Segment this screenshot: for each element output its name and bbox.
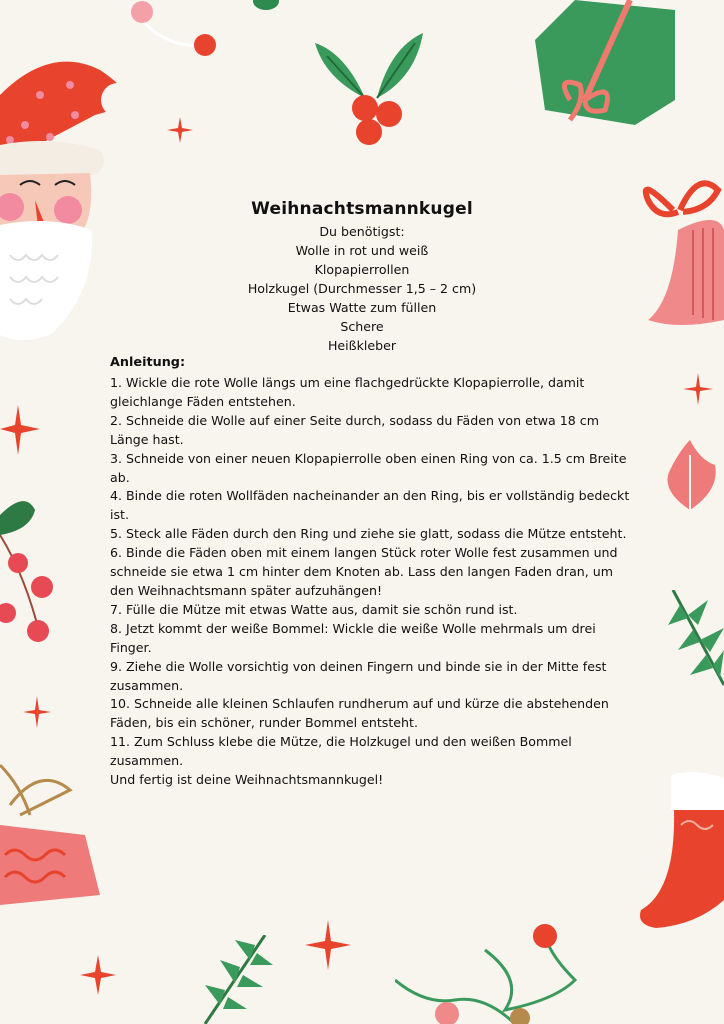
star-icon bbox=[682, 372, 714, 406]
material-item: Schere bbox=[340, 319, 384, 334]
fir-branch-icon bbox=[668, 590, 724, 690]
instruction-step: 10. Schneide alle kleinen Schlaufen rundherum auf und kürze die abstehenden Fäden, bis ein schöner, runder Bommel entsteht. bbox=[110, 696, 609, 731]
instruction-step: 8. Jetzt kommt der weiße Bommel: Wickle die weiße Wolle mehrmals um drei Finger. bbox=[110, 620, 596, 655]
instruction-step: 4. Binde die roten Wollfäden nacheinander an den Ring, bis er vollständig bedeckt ist. bbox=[110, 488, 630, 523]
holly-berries-icon bbox=[305, 28, 440, 148]
leaf-icon bbox=[660, 440, 720, 512]
ornament-top-decoration bbox=[250, 0, 290, 14]
material-item: Holzkugel (Durchmesser 1,5 – 2 cm) bbox=[247, 281, 477, 296]
fir-branch-icon bbox=[195, 935, 275, 1024]
page-title: Weihnachtsmannkugel bbox=[251, 199, 473, 219]
instructions-heading: Anleitung: bbox=[110, 355, 186, 370]
instruction-step: 3. Schneide von einer neuen Klopapierrolle oben einen Ring von ca. 1.5 cm Breite ab. bbox=[110, 450, 627, 485]
instruction-step: 2. Schneide die Wolle auf einer Seite durch, sodass du Fäden von etwa 18 cm Länge hast. bbox=[110, 412, 600, 447]
stocking-icon bbox=[636, 770, 724, 930]
ornament-branch-icon bbox=[0, 495, 60, 660]
instruction-step: 11. Zum Schluss klebe die Mütze, die Holzkugel und den weißen Bommel zusammen. bbox=[110, 734, 572, 769]
material-item: Heißkleber bbox=[327, 338, 397, 353]
ornament-garland-icon bbox=[395, 910, 580, 1024]
materials-list bbox=[0, 222, 724, 355]
instruction-steps bbox=[110, 374, 630, 790]
gift-box-icon bbox=[525, 0, 685, 135]
materials-intro: Du benötigst: bbox=[319, 224, 405, 239]
material-item: Wolle in rot und weiß bbox=[295, 243, 429, 258]
closing-line: Und fertig ist deine Weihnachtsmannkugel! bbox=[110, 772, 384, 788]
star-icon bbox=[80, 955, 116, 995]
instruction-step: 7. Fülle die Mütze mit etwas Watte aus, damit sie schön rund ist. bbox=[110, 601, 518, 617]
instruction-step: 1. Wickle die rote Wolle längs um eine flachgedrückte Klopapierrolle, damit gleichlange Fäden entstehen. bbox=[110, 375, 585, 409]
gift-box-icon bbox=[0, 745, 105, 910]
material-item: Klopapierrollen bbox=[314, 262, 410, 277]
instruction-step: 6. Binde die Fäden oben mit einem langen Stück roter Wolle fest zusammen und schneide sie etwa 1 cm hinter dem Knoten ab. Lass den langen Faden dran, um den Weihnachtsmann später aufzuhängen! bbox=[110, 545, 618, 598]
star-icon bbox=[22, 695, 52, 729]
star-icon bbox=[0, 405, 40, 455]
instruction-step: 9. Ziehe die Wolle vorsichtig von deinen Fingern und binde sie in der Mitte fest zusammen. bbox=[110, 658, 607, 693]
material-item: Etwas Watte zum füllen bbox=[287, 300, 437, 315]
star-icon bbox=[305, 920, 351, 970]
star-icon bbox=[165, 115, 195, 145]
instruction-step: 5. Steck alle Fäden durch den Ring und ziehe sie glatt, sodass die Mütze entsteht. bbox=[110, 526, 627, 542]
